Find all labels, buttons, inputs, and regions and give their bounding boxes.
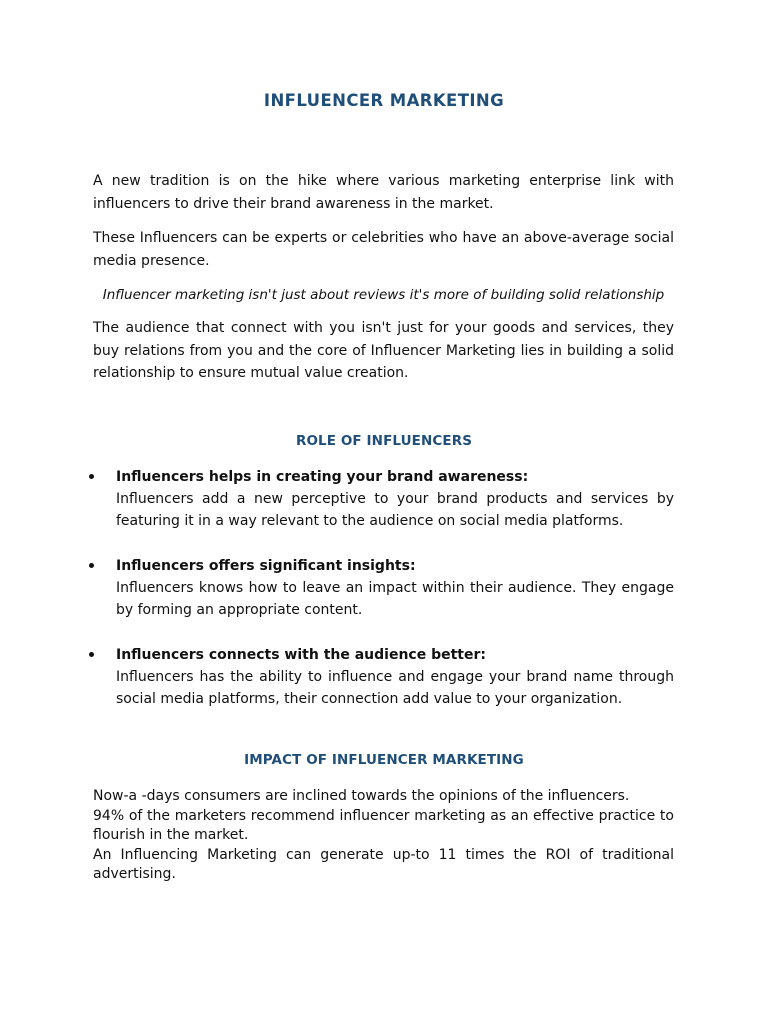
impact-paragraph: [93, 787, 674, 885]
role-section-heading: ROLE OF INFLUENCERS: [295, 433, 473, 449]
role-item-text: Influencers has the ability to influence and engage your brand name through social media platforms, their connection add value to your organization.: [116, 669, 674, 707]
intro-paragraph-1: A new tradition is on the hike where various marketing enterprise link with influencers to drive their brand awareness in the market.: [93, 173, 674, 212]
role-item-title: Influencers offers significant insights:: [116, 558, 416, 574]
role-item-title: Influencers connects with the audience better:: [116, 647, 486, 663]
pull-quote: Influencer marketing isn't just about reviews it's more of building solid relationship: [102, 287, 665, 303]
impact-line: An Influencing Marketing can generate up-to 11 times the ROI of traditional advertising.: [93, 846, 674, 882]
intro-paragraph-2: These Influencers can be experts or celebrities who have an above-average social media presence.: [93, 230, 674, 269]
role-item-title: Influencers helps in creating your brand awareness:: [116, 469, 529, 485]
intro-paragraph-3: The audience that connect with you isn't just for your goods and services, they buy relations from you and the core of Influencer Marketing lies in building a solid relationship to ensure mutual value creation.: [93, 320, 674, 381]
page-title: INFLUENCER MARKETING: [263, 91, 505, 110]
bullet-icon: [89, 563, 94, 568]
impact-line: 94% of the marketers recommend influencer marketing as an effective practice to flourish in the market.: [93, 807, 674, 843]
role-item-text: Influencers add a new perceptive to your brand products and services by featuring it in a way relevant to the audience on social media platforms.: [116, 491, 674, 529]
bullet-icon: [89, 652, 94, 657]
bullet-icon: [89, 474, 94, 479]
role-item-text: Influencers knows how to leave an impact within their audience. They engage by forming an appropriate content.: [116, 580, 674, 618]
impact-section-heading: IMPACT OF INFLUENCER MARKETING: [244, 752, 524, 768]
impact-line: Now-a -days consumers are inclined towards the opinions of the influencers.: [93, 788, 630, 804]
